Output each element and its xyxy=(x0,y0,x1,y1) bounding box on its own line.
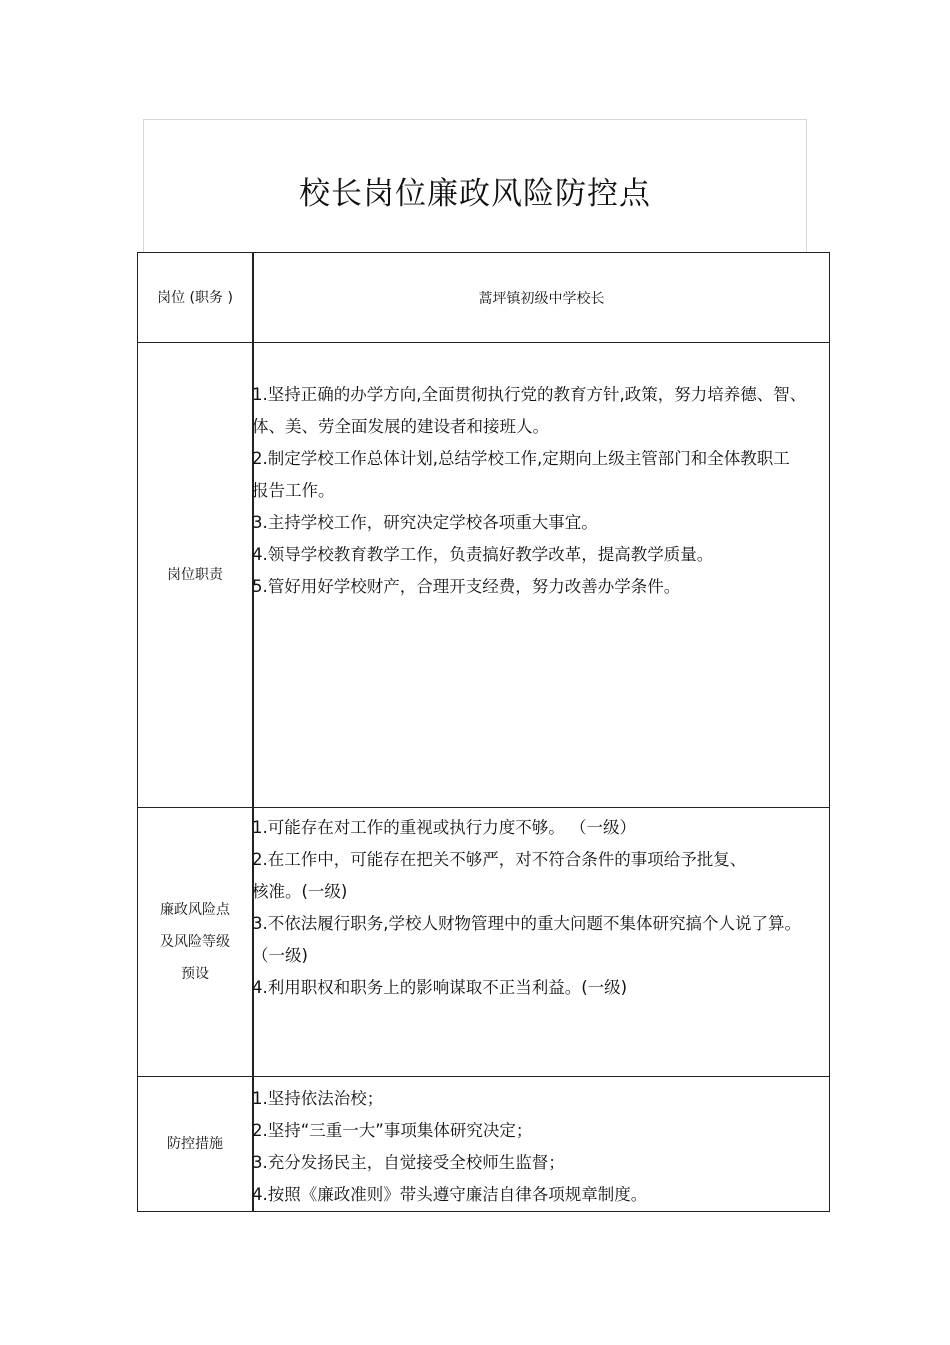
measure-line: 1.坚持依法治校； xyxy=(252,1089,384,1108)
risks-label-line: 廉政风险点 xyxy=(160,902,230,918)
risk-line: 4.利用职权和职务上的影响谋取不正当利益。(一级) xyxy=(252,978,628,997)
position-label-cell xyxy=(138,253,254,343)
measure-line: 2.坚持“三重一大”事项集体研究决定； xyxy=(252,1121,533,1140)
risks-label-line: 及风险等级 xyxy=(160,934,230,950)
position-label: 岗位 (职务 ) xyxy=(157,289,233,306)
measures-label: 防控措施 xyxy=(167,1136,223,1152)
document-title: 校长岗位廉政风险防控点 xyxy=(299,176,651,212)
risk-line: 3.不依法履行职务,学校人财物管理中的重大问题不集体研究搞个人说了算。 xyxy=(252,914,801,933)
risks-label-line: 预设 xyxy=(181,966,209,982)
measures-label-cell xyxy=(138,1077,254,1212)
duty-line: 体、美、劳全面发展的建设者和接班人。 xyxy=(252,417,549,436)
duty-line: 2.制定学校工作总体计划,总结学校工作,定期向上级主管部门和全体教职工 xyxy=(252,449,790,468)
duties-content-cell xyxy=(253,343,830,808)
measures-content-cell xyxy=(253,1077,830,1212)
position-value-cell xyxy=(253,253,830,343)
table-row-risks xyxy=(138,808,830,1077)
duties-label-cell xyxy=(138,343,254,808)
duty-line: 1.坚持正确的办学方向,全面贯彻执行党的教育方针,政策，努力培养德、智、 xyxy=(252,385,807,404)
measure-line: 3.充分发扬民主，自觉接受全校师生监督； xyxy=(252,1153,565,1172)
table-row-position xyxy=(138,253,830,343)
duty-line: 5.管好用好学校财产，合理开支经费，努力改善办学条件。 xyxy=(252,577,681,596)
duty-line: 4.领导学校教育教学工作，负责搞好教学改革，提高教学质量。 xyxy=(252,545,714,564)
risk-line: （一级) xyxy=(252,946,308,965)
duty-line: 3.主持学校工作，研究决定学校各项重大事宜。 xyxy=(252,513,598,532)
measure-line: 4.按照《廉政准则》带头遵守廉洁自律各项规章制度。 xyxy=(252,1185,648,1204)
risk-line: 核准。(一级) xyxy=(252,882,348,901)
table-row-duties xyxy=(138,343,830,808)
risk-control-table xyxy=(137,252,830,1212)
table-row-measures xyxy=(138,1077,830,1212)
position-value: 蒿坪镇初级中学校长 xyxy=(478,290,605,307)
risks-label-cell xyxy=(138,808,254,1077)
risk-line: 2.在工作中，可能存在把关不够严，对不符合条件的事项给予批复、 xyxy=(252,850,747,869)
duties-label: 岗位职责 xyxy=(167,567,223,583)
risks-content-cell xyxy=(253,808,830,1077)
risk-line: 1.可能存在对工作的重视或执行力度不够。 （一级） xyxy=(252,818,636,837)
duty-line: 报告工作。 xyxy=(252,481,335,500)
